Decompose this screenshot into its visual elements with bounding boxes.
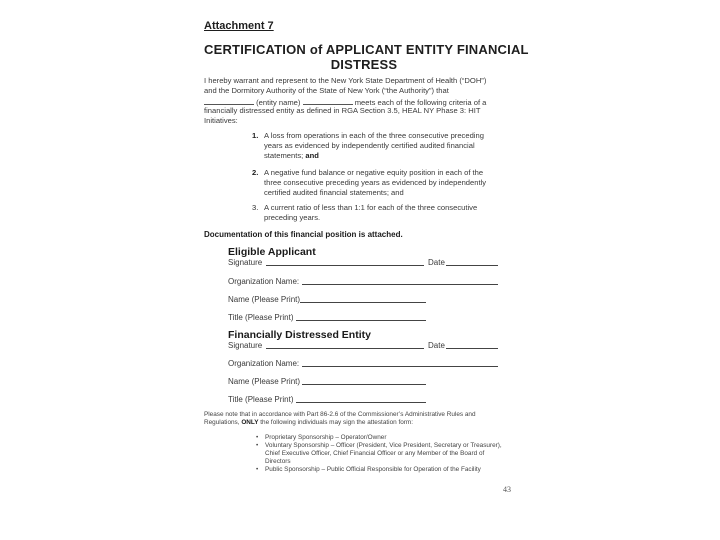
distressed-date-label: Date xyxy=(428,341,445,350)
criterion-1-number: 1. xyxy=(252,131,259,140)
criterion-3-line-2: preceding years. xyxy=(264,213,321,222)
criterion-1-line-2: years as evidenced by independently certified audited financial xyxy=(264,141,475,150)
note-line-2-post: the following individuals may sign the attestation form: xyxy=(260,419,414,426)
distressed-org-line[interactable] xyxy=(302,366,498,367)
note-line-2 xyxy=(204,419,413,426)
distressed-title-line[interactable] xyxy=(296,402,426,403)
eligible-name-line[interactable] xyxy=(300,302,426,303)
eligible-date-label: Date xyxy=(428,258,445,267)
page-number: 43 xyxy=(503,485,511,494)
eligible-org-label: Organization Name: xyxy=(228,277,300,286)
eligible-signature-label: Signature xyxy=(228,258,263,267)
intro-line-2: and the Dormitory Authority of the State of New York (“the Authority”) that xyxy=(204,86,449,95)
criterion-2-line-1: A negative fund balance or negative equity position in each of the xyxy=(264,168,484,177)
criterion-2-line-3: certified audited financial statements; and xyxy=(264,188,404,197)
bullet-1-line-1: Proprietary Sponsorship – Operator/Owner xyxy=(265,434,387,441)
eligible-title-line[interactable] xyxy=(296,320,426,321)
note-only: ONLY xyxy=(241,419,259,426)
bullet-2-line-2: Chief Executive Officer, Chief Financial Officer or any Member of the Board of xyxy=(265,450,485,457)
intro-line-3-tail: meets each of the following criteria of a xyxy=(354,98,487,107)
criterion-2-line-2: three consecutive preceding years as evidenced by independently xyxy=(264,178,487,187)
criterion-3-number: 3. xyxy=(252,203,259,212)
bullet-dot-1: • xyxy=(256,434,259,441)
distressed-name-line[interactable] xyxy=(302,384,426,385)
bullet-dot-2: • xyxy=(256,442,259,449)
criterion-1-and: and xyxy=(305,151,319,160)
entity-name-label: (entity name) xyxy=(256,98,301,107)
intro-line-4: financially distressed entity as defined in RGA Section 3.5, HEAL NY Phase 3: HIT xyxy=(204,106,481,115)
distressed-date-line[interactable] xyxy=(446,348,498,349)
distressed-entity-heading: Financially Distressed Entity xyxy=(228,329,371,341)
eligible-applicant-heading: Eligible Applicant xyxy=(228,246,316,258)
bullet-2-line-3: Directors xyxy=(265,458,291,465)
bullet-2-line-1: Voluntary Sponsorship – Officer (President, Vice President, Secretary or Treasurer), xyxy=(265,442,502,449)
eligible-org-line[interactable] xyxy=(302,284,498,285)
document-title-line1: CERTIFICATION of APPLICANT ENTITY FINANCIAL xyxy=(204,42,529,57)
eligible-signature-line[interactable] xyxy=(266,265,424,266)
criterion-1-line-1: A loss from operations in each of the three consecutive preceding xyxy=(264,131,484,140)
eligible-date-line[interactable] xyxy=(446,265,498,266)
intro-line-1: I hereby warrant and represent to the New York State Department of Health (“DOH”) xyxy=(204,76,487,85)
entity-name-blank-2[interactable] xyxy=(303,96,353,105)
attachment-label: Attachment 7 xyxy=(204,20,274,32)
entity-name-blank[interactable] xyxy=(204,96,254,105)
criterion-1-line-3 xyxy=(264,151,319,160)
documentation-statement: Documentation of this financial position is attached. xyxy=(204,230,403,239)
note-line-2-pre: Regulations, xyxy=(204,419,240,426)
distressed-org-label: Organization Name: xyxy=(228,359,300,368)
criterion-1-last-text: statements; xyxy=(264,151,304,160)
document-title-line2: DISTRESS xyxy=(330,57,398,72)
criterion-2-number: 2. xyxy=(252,168,259,177)
distressed-name-label: Name (Please Print) xyxy=(228,377,301,386)
eligible-title-label: Title (Please Print) xyxy=(228,313,294,322)
bullet-dot-3: • xyxy=(256,466,259,473)
eligible-name-label: Name (Please Print) xyxy=(228,295,301,304)
distressed-title-label: Title (Please Print) xyxy=(228,395,294,404)
bullet-3-line-1: Public Sponsorship – Public Official Responsible for Operation of the Facility xyxy=(265,466,481,473)
note-line-1: Please note that in accordance with Part 86-2.6 of the Commissioner’s Administrative Rules and xyxy=(204,411,476,418)
criterion-3-line-1: A current ratio of less than 1:1 for each of the three consecutive xyxy=(264,203,478,212)
distressed-signature-label: Signature xyxy=(228,341,263,350)
distressed-signature-line[interactable] xyxy=(266,348,424,349)
intro-line-5: Initiatives: xyxy=(204,116,238,125)
